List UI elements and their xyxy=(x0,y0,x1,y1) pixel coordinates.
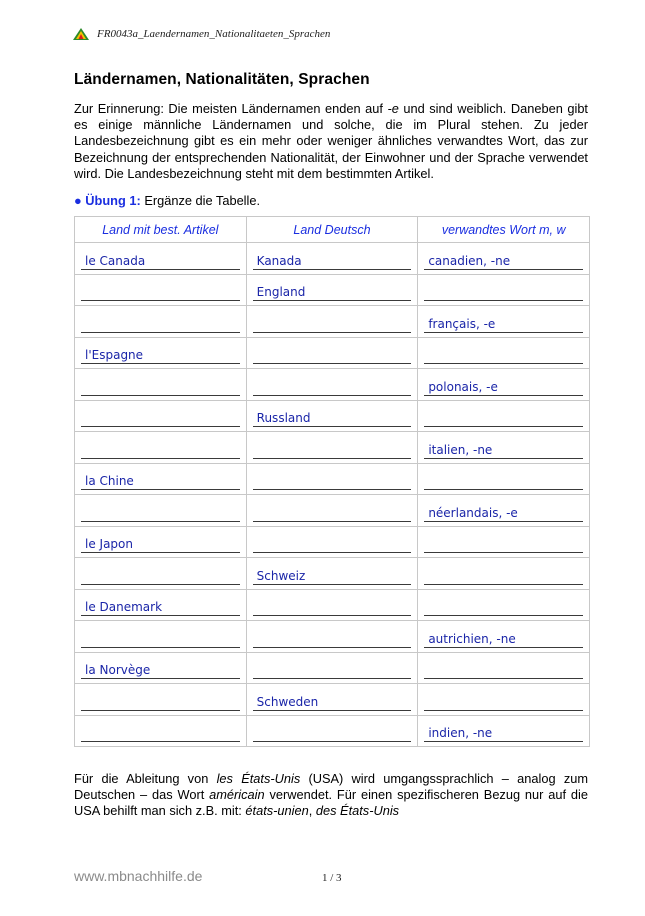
answer-blank-country-article[interactable]: l'Espagne xyxy=(81,347,240,364)
outro-term-etats-unien: états-unien xyxy=(245,803,309,819)
answer-blank-country-german[interactable] xyxy=(253,442,412,459)
table-row xyxy=(75,621,590,653)
table-cell xyxy=(418,432,590,464)
table-row xyxy=(75,495,590,527)
table-cell xyxy=(75,243,247,275)
table-cell xyxy=(75,432,247,464)
page-number: 1 / 3 xyxy=(322,872,342,884)
page-header xyxy=(73,26,330,42)
table-cell xyxy=(246,432,418,464)
answer-blank-related-word[interactable]: polonais, -e xyxy=(424,379,583,396)
answer-blank-country-german[interactable] xyxy=(253,505,412,522)
answer-blank-country-article[interactable] xyxy=(81,410,240,427)
table-cell xyxy=(246,558,418,590)
footer-url: www.mbnachhilfe.de xyxy=(74,868,203,884)
answer-blank-country-article[interactable] xyxy=(81,505,240,522)
answer-blank-related-word[interactable] xyxy=(424,568,583,585)
document-id: FR0043a_Laendernamen_Nationalitaeten_Sprachen xyxy=(97,28,331,40)
table-cell xyxy=(75,463,247,495)
table-row xyxy=(75,337,590,369)
answer-blank-country-article[interactable] xyxy=(81,631,240,648)
table-row xyxy=(75,274,590,306)
table-row xyxy=(75,306,590,338)
table-cell xyxy=(418,369,590,401)
answer-blank-country-german[interactable] xyxy=(253,379,412,396)
table-cell xyxy=(246,243,418,275)
answer-blank-country-german[interactable]: Kanada xyxy=(253,253,412,270)
table-cell xyxy=(75,684,247,716)
intro-paragraph xyxy=(74,101,588,182)
table-cell xyxy=(418,463,590,495)
table-cell xyxy=(418,684,590,716)
answer-blank-country-german[interactable] xyxy=(253,631,412,648)
exercise-instruction: Ergänze die Tabelle. xyxy=(144,193,261,208)
answer-blank-country-german[interactable] xyxy=(253,316,412,333)
answer-blank-country-article[interactable]: la Norvège xyxy=(81,662,240,679)
exercise-heading xyxy=(74,193,260,208)
answer-blank-related-word[interactable]: indien, -ne xyxy=(424,725,583,742)
table-cell xyxy=(246,684,418,716)
answer-blank-related-word[interactable] xyxy=(424,694,583,711)
triangle-logo-icon xyxy=(73,28,89,40)
table-cell xyxy=(75,652,247,684)
table-cell xyxy=(418,652,590,684)
outro-term-des-etats-unis: des États-Unis xyxy=(315,803,400,819)
table-header-row xyxy=(75,217,590,243)
intro-text-2: und sind weiblich. Daneben gibt es einige männliche Ländernamen und solche, die im Plural stehen. Zu jeder Landesbezeichnung gibt es ein mehr oder weniger ähnliches verwandtes Wort, das zur Bezeichnung der entsprechenden Nationalität, der Einwohner und der Sprache verwendet wird. Die Landesbezeichnung steht mit dem bestimmten Artikel. xyxy=(74,101,588,181)
table-cell xyxy=(246,652,418,684)
table-cell xyxy=(246,306,418,338)
exercise-bullet: ● xyxy=(74,193,82,208)
answer-blank-country-article[interactable]: le Canada xyxy=(81,253,240,270)
table-cell xyxy=(418,589,590,621)
table-cell xyxy=(418,495,590,527)
outro-text-4: , xyxy=(308,803,316,819)
exercise-label: Übung 1: xyxy=(85,193,141,208)
answer-blank-country-article[interactable]: le Danemark xyxy=(81,599,240,616)
column-header-country-article: Land mit best. Artikel xyxy=(75,217,247,243)
answer-blank-related-word[interactable] xyxy=(424,599,583,616)
table-row xyxy=(75,526,590,558)
answer-blank-country-german[interactable] xyxy=(253,599,412,616)
table-cell xyxy=(246,495,418,527)
table-cell xyxy=(75,274,247,306)
table-cell xyxy=(75,495,247,527)
outro-text-3: verwendet. Für einen spezifischeren Bezug nur auf die USA behilft man sich z.B. mit: xyxy=(74,787,588,819)
answer-blank-country-german[interactable]: Schweiz xyxy=(253,568,412,585)
table-row xyxy=(75,558,590,590)
column-header-country-german: Land Deutsch xyxy=(246,217,418,243)
answer-blank-country-article[interactable]: le Japon xyxy=(81,536,240,553)
answer-blank-country-article[interactable] xyxy=(81,694,240,711)
answer-blank-country-german[interactable] xyxy=(253,536,412,553)
page-title: Ländernamen, Nationalitäten, Sprachen xyxy=(74,71,370,88)
answer-blank-related-word[interactable] xyxy=(424,662,583,679)
outro-text-2: (USA) wird umgangssprachlich – analog zum Deutschen – das Wort xyxy=(74,771,589,803)
table-cell xyxy=(418,243,590,275)
answer-blank-country-german[interactable]: England xyxy=(253,284,412,301)
table-cell xyxy=(75,715,247,747)
answer-blank-country-article[interactable] xyxy=(81,725,240,742)
answer-blank-related-word[interactable]: autrichien, -ne xyxy=(424,631,583,648)
table-cell xyxy=(418,306,590,338)
table-cell xyxy=(75,369,247,401)
exercise-table xyxy=(74,216,590,747)
answer-blank-country-article[interactable] xyxy=(81,379,240,396)
table-row xyxy=(75,684,590,716)
answer-blank-country-article[interactable]: la Chine xyxy=(81,473,240,490)
answer-blank-country-german[interactable]: Russland xyxy=(253,410,412,427)
table-row xyxy=(75,715,590,747)
answer-blank-country-german[interactable] xyxy=(253,662,412,679)
answer-blank-related-word[interactable]: italien, -ne xyxy=(424,442,583,459)
table-row xyxy=(75,243,590,275)
table-cell xyxy=(246,621,418,653)
answer-blank-country-article[interactable] xyxy=(81,442,240,459)
table-cell xyxy=(418,558,590,590)
table-row xyxy=(75,432,590,464)
table-cell xyxy=(418,337,590,369)
table-row xyxy=(75,369,590,401)
answer-blank-related-word[interactable] xyxy=(424,473,583,490)
table-cell xyxy=(418,400,590,432)
table-cell xyxy=(246,400,418,432)
table-cell xyxy=(418,526,590,558)
table-cell xyxy=(246,274,418,306)
table-cell xyxy=(75,589,247,621)
table-cell xyxy=(246,463,418,495)
intro-suffix-e: -e xyxy=(387,101,399,116)
table-row xyxy=(75,589,590,621)
outro-term-les-etats-unis: les États-Unis xyxy=(216,771,301,786)
table-cell xyxy=(246,337,418,369)
column-header-related-word: verwandtes Wort m, w xyxy=(418,217,590,243)
answer-blank-country-article[interactable] xyxy=(81,316,240,333)
table-cell xyxy=(75,400,247,432)
table-cell xyxy=(75,621,247,653)
outro-text-1: Für die Ableitung von xyxy=(74,771,217,786)
answer-blank-related-word[interactable] xyxy=(424,410,583,427)
table-row xyxy=(75,400,590,432)
table-cell xyxy=(246,369,418,401)
answer-blank-country-german[interactable] xyxy=(253,725,412,742)
table-cell xyxy=(75,526,247,558)
table-cell xyxy=(418,715,590,747)
answer-blank-country-german[interactable]: Schweden xyxy=(253,694,412,711)
table-cell xyxy=(246,526,418,558)
intro-text-1: Zur Erinnerung: Die meisten Ländernamen enden auf xyxy=(74,101,388,116)
answer-blank-country-german[interactable] xyxy=(253,347,412,364)
answer-blank-related-word[interactable]: français, -e xyxy=(424,316,583,333)
answer-blank-related-word[interactable] xyxy=(424,347,583,364)
table-cell xyxy=(246,715,418,747)
table-row xyxy=(75,463,590,495)
answer-blank-related-word[interactable] xyxy=(424,536,583,553)
table-cell xyxy=(75,337,247,369)
answer-blank-country-article[interactable] xyxy=(81,284,240,301)
answer-blank-country-article[interactable] xyxy=(81,568,240,585)
table-cell xyxy=(418,621,590,653)
answer-blank-related-word[interactable] xyxy=(424,284,583,301)
outro-term-americain: américain xyxy=(209,787,265,803)
outro-paragraph xyxy=(74,771,588,820)
answer-blank-related-word[interactable]: néerlandais, -e xyxy=(424,505,583,522)
answer-blank-country-german[interactable] xyxy=(253,473,412,490)
table-cell xyxy=(75,306,247,338)
table-body xyxy=(75,243,590,747)
answer-blank-related-word[interactable]: canadien, -ne xyxy=(424,253,583,270)
table-cell xyxy=(75,558,247,590)
table-cell xyxy=(246,589,418,621)
table-cell xyxy=(418,274,590,306)
table-row xyxy=(75,652,590,684)
